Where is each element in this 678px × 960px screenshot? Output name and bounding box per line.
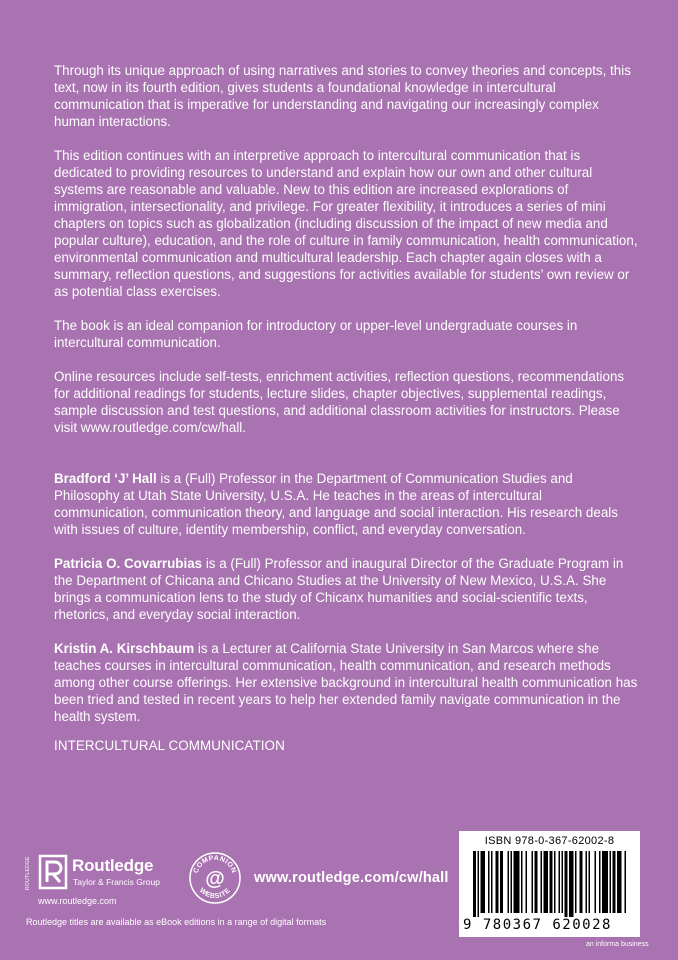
companion-website-at-icon — [188, 851, 242, 905]
barcode-bar — [554, 851, 556, 913]
isbn-label: ISBN 978-0-367-62002-8 — [484, 835, 615, 847]
barcode-bar — [562, 851, 564, 913]
barcode-bar — [473, 851, 476, 917]
author-bio-kirschbaum — [54, 640, 639, 725]
author-bio-text: is a (Full) Professor in the Department of Communication Studies and Philosophy at Utah State University, U.S.A. He teaches in the areas of intercultural communication, communication theory, and language and social interaction. His research deals with issues of culture, identity membership, conflict, and everyday conversation. — [54, 471, 618, 537]
author-name: Patricia O. Covarrubias — [54, 556, 203, 571]
barcode-bar — [580, 851, 583, 913]
description-paragraph-1: Through its unique approach of using narratives and stories to convey theories and concepts, this text, now in its fourth edition, gives students a foundational knowledge in intercultural communication that is imperative for understanding and navigating our increasingly complex human interactions. — [54, 63, 631, 129]
publisher-group: Taylor & Francis Group — [73, 877, 160, 887]
barcode-bar — [610, 851, 612, 913]
barcode-bar — [559, 851, 561, 913]
author-bio-hall — [54, 470, 639, 538]
author-bio-text: is a (Full) Professor and inaugural Director of the Graduate Program in the Department of Chicana and Chicano Studies at the University of New Mexico, U.S.A. She brings a communication lens to the study of Chicanx humanities and social-scientific texts, rhetorics, and everyday social interaction. — [54, 556, 624, 622]
companion-website-url[interactable]: www.routledge.com/cw/hall — [254, 870, 449, 886]
barcode-bar — [478, 851, 480, 917]
svg-text:@: @ — [205, 868, 225, 890]
routledge-r-icon — [38, 854, 68, 890]
back-cover-text — [54, 62, 639, 742]
barcode-bar — [550, 851, 553, 913]
barcode-bar — [511, 851, 513, 913]
barcode-bar — [575, 851, 577, 913]
description-paragraph-4: Online resources include self-tests, enrichment activities, reflection questions, recommendations for additional readings for students, lecture slides, chapter objectives, supplemental readings, sample discussion and test questions, and additional classroom activities for instructors. Please visit www.routledge.com/cw/hall. — [54, 369, 625, 435]
publisher-name: Routledge — [72, 856, 154, 875]
author-name: Kristin A. Kirschbaum — [54, 641, 195, 656]
barcode-bar — [488, 851, 490, 913]
author-bio-text: is a Lecturer at California State University in San Marcos where she teaches courses in intercultural communication, health communication, and research methods among other course offerings. Her extensive background in intercultural health communication has been tried and tested in recent years to help her extended family navigate communication in the health system. — [54, 641, 638, 724]
barcode-bar — [535, 851, 538, 913]
barcode-bar — [508, 851, 510, 913]
companion-badge-bottom: WEBSITE — [197, 887, 233, 901]
barcode-bar — [500, 851, 503, 913]
barcode-bar — [589, 851, 591, 913]
barcode-bar — [481, 851, 486, 913]
barcode-bars — [467, 851, 633, 917]
subject-label: INTERCULTURAL COMMUNICATION — [54, 738, 285, 753]
publisher-website[interactable]: www.routledge.com — [38, 896, 117, 906]
barcode-bar — [595, 851, 597, 913]
barcode-bar — [613, 851, 616, 913]
barcode-bar — [541, 851, 543, 913]
description-paragraph-2: This edition continues with an interpretive approach to intercultural communication that is dedicated to providing resources to understand and explain how our own and other cultural systems are reasonable and valuable. New to this edition are increased explorations of immigration, intersectionality, and privilege. For greater flexibility, it introduces a series of mini chapters on topics such as globalization (including discussion of the impact of new media and popular culture), education, and the role of culture in family communication, health communication, environmental communication and multicultural leadership. Each chapter again closes with a summary, reflection questions, and suggestions for activities available for students’ own review or as potential class exercises. — [54, 148, 638, 299]
barcode-bar — [491, 851, 493, 913]
ebook-note: Routledge titles are available as eBook editions in a range of digital formats — [26, 917, 327, 927]
barcode-bar — [521, 851, 523, 913]
barcode-bar — [602, 851, 608, 913]
barcode-bar — [544, 851, 549, 913]
barcode-bar — [586, 851, 588, 913]
barcode-bar — [625, 851, 627, 913]
barcode-bar — [496, 851, 499, 913]
barcode-bar — [565, 851, 568, 917]
barcode-bar — [526, 851, 528, 913]
barcode-bar — [532, 851, 534, 913]
barcode-bar — [514, 851, 520, 913]
informa-tagline: an informa business — [586, 941, 649, 948]
barcode-digits: 9 780367 620028 — [463, 917, 612, 933]
author-bio-covarrubias — [54, 555, 639, 623]
barcode-bar — [569, 851, 574, 917]
description-paragraph-3: The book is an ideal companion for introductory or upper-level undergraduate courses in intercultural communication. — [54, 318, 578, 350]
publisher-spine-text: ROUTLEDGE — [25, 856, 31, 890]
author-name: Bradford ‘J’ Hall — [54, 471, 157, 486]
barcode-bar — [617, 851, 622, 913]
companion-badge-top: COMPANION — [192, 854, 238, 875]
barcode-bar — [599, 851, 601, 913]
isbn-barcode — [459, 831, 640, 937]
